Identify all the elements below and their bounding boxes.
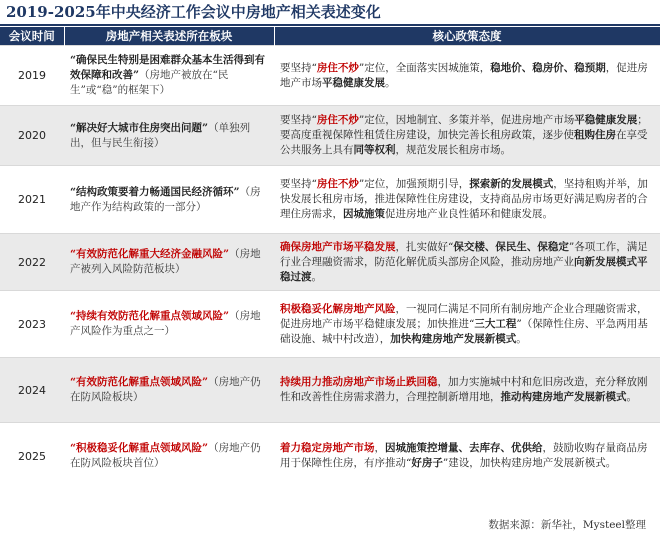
header-meeting-time: 会议时间 <box>0 27 64 46</box>
stance-text: 积极稳妥化解房地产风险 <box>280 302 396 315</box>
stance-text: 好房子 <box>411 457 443 470</box>
meeting-year: 2023 <box>0 291 64 358</box>
stance-text: 要坚持“ <box>280 178 317 190</box>
meeting-year: 2020 <box>0 106 64 166</box>
data-source-note: 数据来源：新华社，Mysteel整理 <box>488 519 646 531</box>
stance-text: 。 <box>516 332 527 345</box>
stance-text: ，促进房地产市场 <box>280 61 648 89</box>
section-text: （房地产风险作为重点之一） <box>70 310 261 337</box>
stance-text: ， <box>374 442 385 455</box>
stance-text: ”各项工作，满足行业合理融资需求，防范化解优质头部房企风险，推动房地产业 <box>280 240 648 268</box>
section-text: “积极稳妥化解重点领域风险” <box>70 442 209 455</box>
stance-text: ，扎实做好“ <box>395 240 454 253</box>
section-text: “持续有效防范化解重点领域风险” <box>70 310 230 322</box>
section-text: “有效防范化解重点领域风险” <box>70 376 209 388</box>
stance-text: 持续用力推动房地产市场止跌回稳 <box>280 376 438 388</box>
section-text: （房地产被放在“民生”或“稳”的框架下） <box>70 69 229 96</box>
stance-text: 平稳健康发展 <box>574 114 638 126</box>
stance-cell <box>274 166 660 234</box>
stance-text: 向新发展模式平稳过渡 <box>280 255 648 283</box>
stance-text: 确保房地产市场平稳发展 <box>280 240 396 253</box>
table-row <box>0 234 660 291</box>
stance-text: ，一视同仁满足不同所有制房地产企业合理融资需求，促进房地产市场平稳健康发展；加快推进“ <box>280 302 648 330</box>
meeting-year: 2022 <box>0 234 64 291</box>
table-row <box>0 106 660 166</box>
stance-text: 要坚持“ <box>280 61 317 74</box>
section-text: （单独列出，但与民生衔接） <box>70 121 251 149</box>
stance-text: 稳地价、稳房价、稳预期 <box>490 61 606 74</box>
stance-text: 。 <box>385 76 396 89</box>
stance-text: 加快构建房地产发展新模式 <box>390 332 517 345</box>
stance-text: 在享受公共服务上具有 <box>280 129 648 156</box>
section-text: “解决好大城市住房突出问题” <box>70 121 209 134</box>
section-cell <box>64 234 274 291</box>
table-row <box>0 166 660 234</box>
table-row <box>0 358 660 423</box>
stance-text: 三大工程 <box>474 317 517 330</box>
meeting-year: 2024 <box>0 358 64 423</box>
stance-text: ，加力实施城中村和危旧房改造，充分释放刚性和改善性住房需求潜力，合理控制新增用地， <box>280 376 648 403</box>
section-cell <box>64 291 274 358</box>
stance-text: 同等权利 <box>353 144 396 156</box>
header-section: 房地产相关表述所在板块 <box>64 27 274 46</box>
section-cell <box>64 423 274 490</box>
stance-text: 房住不炒 <box>316 114 359 126</box>
section-cell <box>64 46 274 106</box>
meeting-year: 2021 <box>0 166 64 234</box>
stance-text: 保交楼、保民生、保稳定 <box>453 240 569 253</box>
stance-text: 平稳健康发展 <box>322 76 385 89</box>
stance-cell <box>274 106 660 166</box>
stance-cell <box>274 234 660 291</box>
stance-text: 租购住房 <box>574 129 616 141</box>
meeting-year: 2025 <box>0 423 64 490</box>
section-cell <box>64 358 274 423</box>
stance-cell <box>274 46 660 106</box>
table-title: 2019-2025年中央经济工作会议中房地产相关表述变化 <box>0 0 660 26</box>
stance-text: ”建设，加快构建房地产发展新模式。 <box>442 457 617 470</box>
section-text: （房地产仍在防风险板块首位） <box>70 442 261 470</box>
stance-text: 因城施策 <box>343 208 385 220</box>
stance-text: 探索新的发展模式 <box>469 178 554 190</box>
table-row <box>0 46 660 106</box>
stance-cell <box>274 291 660 358</box>
stance-text: 。 <box>626 391 637 403</box>
section-text: “确保民生特别是困难群众基本生活得到有效保障和改善” <box>70 54 266 81</box>
stance-text: 因城施策控增量、去库存、优供给 <box>385 442 543 455</box>
header-core-stance: 核心政策态度 <box>274 27 660 46</box>
stance-text: ”定位，因地制宜、多策并举，促进房地产市场 <box>358 114 575 126</box>
meeting-year: 2019 <box>0 46 64 106</box>
section-text: （房地产作为结构政策的一部分） <box>70 185 261 213</box>
policy-table <box>0 27 660 490</box>
stance-text: ；要高度重视保障性租赁住房建设，加快完善长租房政策，逐步使 <box>280 114 648 141</box>
section-cell <box>64 106 274 166</box>
stance-text: 着力稳定房地产市场 <box>280 442 375 455</box>
stance-text: 房住不炒 <box>316 61 359 74</box>
stance-cell <box>274 423 660 490</box>
section-text: （房地产仍在防风险板块） <box>70 376 261 403</box>
section-text: “有效防范化解重大经济金融风险” <box>70 248 230 260</box>
stance-text: ，鼓励收购存量商品房用于保障性住房，有序推动“ <box>280 442 648 470</box>
stance-cell <box>274 358 660 423</box>
stance-text: 要坚持“ <box>280 114 317 126</box>
stance-text: ，坚持租购并举，加快发展长租房市场，推进保障性住房建设，支持商品房市场更好满足购房者的合理住房需求， <box>280 178 648 220</box>
stance-text: ，规范发展长租房市场。 <box>395 144 511 156</box>
stance-text: 推动构建房地产发展新模式 <box>500 391 627 403</box>
section-cell <box>64 166 274 234</box>
stance-text: 促进房地产业良性循环和健康发展。 <box>385 208 553 220</box>
stance-text: ”定位，全面落实因城施策， <box>358 61 491 74</box>
table-row <box>0 423 660 490</box>
stance-text: 房住不炒 <box>316 178 359 190</box>
stance-text: 。 <box>311 270 322 283</box>
table-row <box>0 291 660 358</box>
table-header-row <box>0 27 660 46</box>
stance-text: ”定位，加强预期引导， <box>358 178 470 190</box>
section-text: “结构政策要着力畅通国民经济循环” <box>70 185 240 198</box>
stance-text: ”（保障性住房、平急两用基础设施、城中村改造）， <box>280 317 648 345</box>
section-text: （房地产被列入风险防范板块） <box>70 248 261 275</box>
